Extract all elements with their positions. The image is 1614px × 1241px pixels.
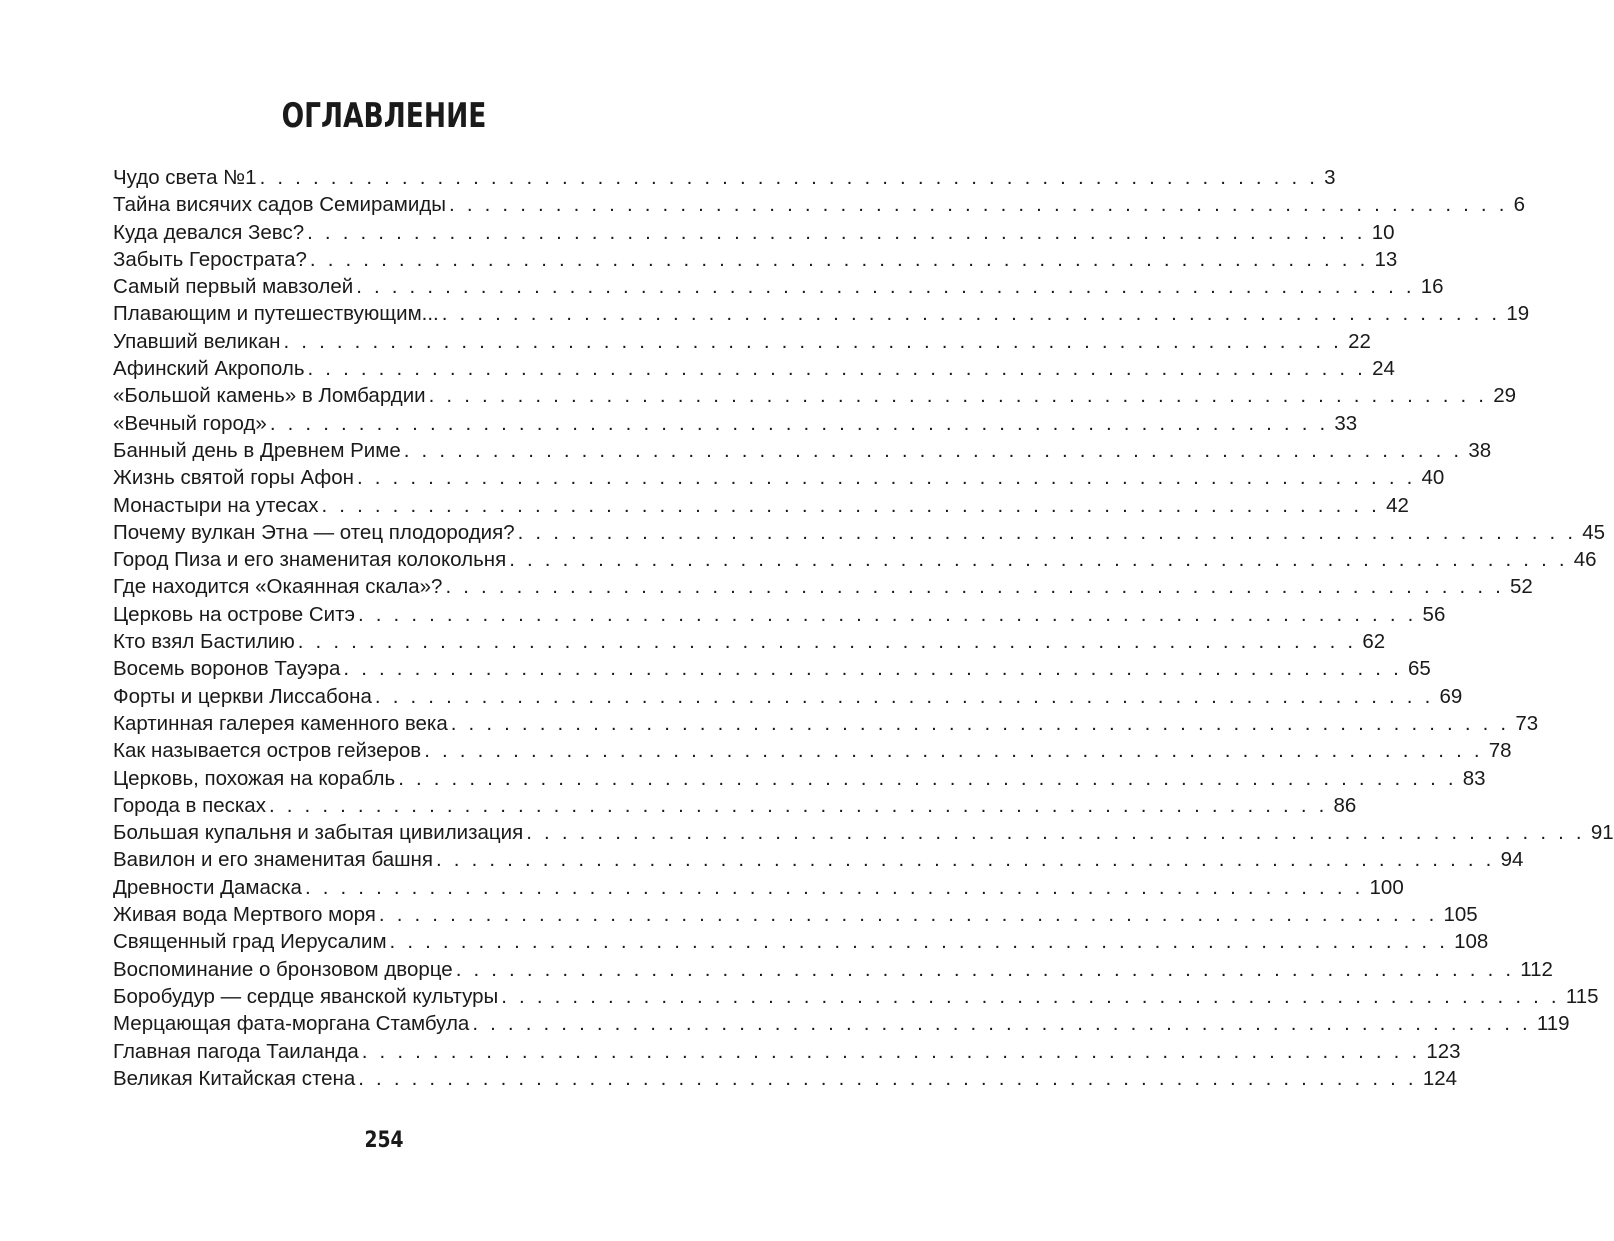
toc-entry-page: 83 xyxy=(1462,766,1486,790)
toc-entry xyxy=(113,901,1478,928)
toc-leader-dots: . . . . . . . . . . . . . . . . . . . . . . . . . . . . . . . . . . . . . . . . . . . . . . . . . . . . . . . . . . . . xyxy=(297,630,1357,654)
toc-entry-page: 42 xyxy=(1386,493,1409,517)
toc-entry-title: Самый первый мавзолей xyxy=(113,275,354,299)
toc-leader-dots: . . . . . . . . . . . . . . . . . . . . . . . . . . . . . . . . . . . . . . . . . . . . . . . . . . . . . . . . . . . . xyxy=(357,602,1417,626)
toc-leader-dots: . . . . . . . . . . . . . . . . . . . . . . . . . . . . . . . . . . . . . . . . . . . . . . . . . . . . . . . . . . . . xyxy=(356,466,1416,490)
toc-leader-dots: . . . . . . . . . . . . . . . . . . . . . . . . . . . . . . . . . . . . . . . . . . . . . . . . . . . . . . . . . . . . xyxy=(269,411,1329,435)
toc-entry xyxy=(113,219,1395,246)
toc-entry xyxy=(113,737,1512,764)
toc-entry-page: 91 xyxy=(1590,821,1614,845)
toc-entry xyxy=(113,191,1526,218)
toc-entry-page: 10 xyxy=(1371,220,1395,244)
toc-entry-page: 65 xyxy=(1408,657,1431,681)
toc-leader-dots: . . . . . . . . . . . . . . . . . . . . . . . . . . . . . . . . . . . . . . . . . . . . . . . . . . . . . . . . . . . . xyxy=(268,793,1328,817)
toc-entry xyxy=(113,573,1533,600)
toc-entry-title: Города в песках xyxy=(113,793,266,817)
toc-leader-dots: . . . . . . . . . . . . . . . . . . . . . . . . . . . . . . . . . . . . . . . . . . . . . . . . . . . . . . . . . . . . xyxy=(472,1012,1531,1036)
toc-entry-title: «Вечный город» xyxy=(113,411,267,435)
toc-entry xyxy=(113,1065,1458,1092)
toc-entry-title: Священный град Иерусалим xyxy=(113,930,387,954)
toc-entry-page: 3 xyxy=(1324,166,1336,189)
toc-entry-title: Монастыри на утесах xyxy=(113,493,319,517)
toc-entry-page: 22 xyxy=(1348,329,1371,353)
page-number: 254 xyxy=(364,1128,404,1153)
toc-entry xyxy=(113,655,1431,682)
toc-entry-title: Чудо света №1 xyxy=(113,166,257,189)
toc-leader-dots: . . . . . . . . . . . . . . . . . . . . . . . . . . . . . . . . . . . . . . . . . . . . . . . . . . . . . . . . . . . . xyxy=(304,875,1364,899)
toc-leader-dots: . . . . . . . . . . . . . . . . . . . . . . . . . . . . . . . . . . . . . . . . . . . . . . . . . . . . . . . . . . . . xyxy=(424,739,1483,763)
toc-entry-page: 29 xyxy=(1493,384,1517,408)
toc-entry-title: Кто взял Бастилию xyxy=(113,630,295,654)
toc-entry-page: 78 xyxy=(1488,739,1512,763)
toc-leader-dots: . . . . . . . . . . . . . . . . . . . . . . . . . . . . . . . . . . . . . . . . . . . . . . . . . . . . . . . . . . . . xyxy=(509,548,1568,572)
toc-leader-dots: . . . . . . . . . . . . . . . . . . . . . . . . . . . . . . . . . . . . . . . . . . . . . . . . . . . . . . . . . . . . xyxy=(374,684,1434,708)
toc-entry-page: 24 xyxy=(1372,357,1395,381)
toc-entry-page: 52 xyxy=(1510,575,1533,599)
toc-leader-dots: . . . . . . . . . . . . . . . . . . . . . . . . . . . . . . . . . . . . . . . . . . . . . . . . . . . . . . . . . . . . xyxy=(526,821,1585,845)
toc-entry-page: 62 xyxy=(1362,630,1386,654)
toc-entry-title: Воспоминание о бронзовом дворце xyxy=(113,957,453,981)
toc-entry xyxy=(113,765,1486,792)
toc-entry-page: 56 xyxy=(1422,602,1446,626)
toc-leader-dots: . . . . . . . . . . . . . . . . . . . . . . . . . . . . . . . . . . . . . . . . . . . . . . . . . . . . . . . . . . . . xyxy=(398,766,1457,790)
toc-entry xyxy=(113,846,1524,873)
toc-entry-title: Церковь на острове Ситэ xyxy=(113,602,355,626)
toc-entry-title: Боробудур — сердце яванской культуры xyxy=(113,984,499,1008)
toc-entry-title: Куда девался Зевс? xyxy=(113,220,305,244)
toc-entry-page: 86 xyxy=(1333,793,1357,817)
toc-leader-dots: . . . . . . . . . . . . . . . . . . . . . . . . . . . . . . . . . . . . . . . . . . . . . . . . . . . . . . . . . . . . xyxy=(321,493,1381,517)
toc-entry xyxy=(113,355,1395,382)
toc-entry xyxy=(113,628,1386,655)
toc-entry xyxy=(113,983,1599,1010)
toc-entry xyxy=(113,492,1409,519)
toc-entry-title: Где находится «Окаянная скала»? xyxy=(113,575,443,599)
toc-leader-dots: . . . . . . . . . . . . . . . . . . . . . . . . . . . . . . . . . . . . . . . . . . . . . . . . . . . . . . . . . . . . xyxy=(378,903,1438,927)
toc-entry-page: 94 xyxy=(1500,848,1524,872)
toc-entry-title: Восемь воронов Тауэра xyxy=(113,657,341,681)
toc-entry-title: Жизнь святой горы Афон xyxy=(113,466,354,490)
toc-entry-page: 38 xyxy=(1468,438,1492,462)
toc-entry-title: Картинная галерея каменного века xyxy=(113,711,448,735)
toc-entry-title: Как называется остров гейзеров xyxy=(113,739,422,763)
toc-entry-title: Великая Китайская стена xyxy=(113,1066,356,1090)
toc-entry-page: 46 xyxy=(1573,548,1597,572)
toc-entry xyxy=(113,1010,1570,1037)
toc-entry-page: 119 xyxy=(1536,1012,1570,1036)
toc-entry-title: Город Пиза и его знаменитая колокольня xyxy=(113,548,507,572)
toc-entry-page: 115 xyxy=(1565,984,1599,1008)
toc-entry-page: 100 xyxy=(1369,875,1404,899)
toc-entry xyxy=(113,956,1553,983)
toc-entry xyxy=(113,382,1517,409)
toc-leader-dots: . . . . . . . . . . . . . . . . . . . . . . . . . . . . . . . . . . . . . . . . . . . . . . . . . . . . . . . . . . . . xyxy=(449,193,1508,217)
toc-entry xyxy=(113,464,1445,491)
toc-entry-title: Плавающим и путешествующим... xyxy=(113,302,439,326)
toc-entry-page: 123 xyxy=(1426,1039,1461,1063)
toc-entry-title: Древности Дамаска xyxy=(113,875,302,899)
toc-leader-dots: . . . . . . . . . . . . . . . . . . . . . . . . . . . . . . . . . . . . . . . . . . . . . . . . . . . . . . . . . . . . xyxy=(501,984,1560,1008)
toc-leader-dots: . . . . . . . . . . . . . . . . . . . . . . . . . . . . . . . . . . . . . . . . . . . . . . . . . . . . . . . . . . . . xyxy=(445,575,1505,599)
toc-leader-dots: . . . . . . . . . . . . . . . . . . . . . . . . . . . . . . . . . . . . . . . . . . . . . . . . . . . . . . . . . . . . xyxy=(356,275,1415,299)
toc-entry-title: Упавший великан xyxy=(113,329,281,353)
toc-entry xyxy=(113,819,1614,846)
toc-leader-dots: . . . . . . . . . . . . . . . . . . . . . . . . . . . . . . . . . . . . . . . . . . . . . . . . . . . . . . . . . . . . xyxy=(441,302,1501,326)
toc-leader-dots: . . . . . . . . . . . . . . . . . . . . . . . . . . . . . . . . . . . . . . . . . . . . . . . . . . . . . . . . . . . . xyxy=(259,166,1319,189)
toc-entry xyxy=(113,792,1357,819)
toc-leader-dots: . . . . . . . . . . . . . . . . . . . . . . . . . . . . . . . . . . . . . . . . . . . . . . . . . . . . . . . . . . . . xyxy=(283,329,1343,353)
toc-entry xyxy=(113,928,1489,955)
toc-entry xyxy=(113,273,1444,300)
toc-leader-dots: . . . . . . . . . . . . . . . . . . . . . . . . . . . . . . . . . . . . . . . . . . . . . . . . . . . . . . . . . . . . xyxy=(389,930,1449,954)
toc-entry-title: Афинский Акрополь xyxy=(113,357,305,381)
toc-leader-dots: . . . . . . . . . . . . . . . . . . . . . . . . . . . . . . . . . . . . . . . . . . . . . . . . . . . . . . . . . . . . xyxy=(358,1066,1417,1090)
toc-entry-title: Вавилон и его знаменитая башня xyxy=(113,848,433,872)
toc-entry-title: «Большой камень» в Ломбардии xyxy=(113,384,426,408)
toc-leader-dots: . . . . . . . . . . . . . . . . . . . . . . . . . . . . . . . . . . . . . . . . . . . . . . . . . . . . . . . . . . . . xyxy=(307,357,1367,381)
toc-entry-title: Форты и церкви Лиссабона xyxy=(113,684,372,708)
toc-entry-title: Почему вулкан Этна — отец плодородия? xyxy=(113,520,515,544)
toc-leader-dots: . . . . . . . . . . . . . . . . . . . . . . . . . . . . . . . . . . . . . . . . . . . . . . . . . . . . . . . . . . . . xyxy=(403,438,1463,462)
toc-entry xyxy=(113,601,1446,628)
toc-entry xyxy=(113,410,1358,437)
toc-entry-page: 6 xyxy=(1513,193,1526,217)
toc-entry xyxy=(113,1038,1461,1065)
table-of-contents xyxy=(113,164,1614,1092)
toc-entry-page: 112 xyxy=(1520,957,1553,981)
toc-leader-dots: . . . . . . . . . . . . . . . . . . . . . . . . . . . . . . . . . . . . . . . . . . . . . . . . . . . . . . . . . . . . xyxy=(455,957,1515,981)
toc-entry xyxy=(113,164,1336,191)
toc-entry-page: 19 xyxy=(1506,302,1530,326)
toc-entry-title: Живая вода Мертвого моря xyxy=(113,903,376,927)
toc-entry-title: Тайна висячих садов Семирамиды xyxy=(113,193,447,217)
toc-entry-page: 108 xyxy=(1454,930,1489,954)
toc-entry xyxy=(113,874,1404,901)
toc-entry-page: 16 xyxy=(1420,275,1444,299)
toc-entry-page: 69 xyxy=(1439,684,1463,708)
toc-entry-title: Банный день в Древнем Риме xyxy=(113,438,401,462)
toc-entry-title: Большая купальня и забытая цивилизация xyxy=(113,821,524,845)
toc-entry xyxy=(113,546,1597,573)
toc-leader-dots: . . . . . . . . . . . . . . . . . . . . . . . . . . . . . . . . . . . . . . . . . . . . . . . . . . . . . . . . . . . . xyxy=(517,520,1577,544)
toc-leader-dots: . . . . . . . . . . . . . . . . . . . . . . . . . . . . . . . . . . . . . . . . . . . . . . . . . . . . . . . . . . . . xyxy=(309,247,1369,271)
toc-entry xyxy=(113,246,1398,273)
toc-leader-dots: . . . . . . . . . . . . . . . . . . . . . . . . . . . . . . . . . . . . . . . . . . . . . . . . . . . . . . . . . . . . xyxy=(361,1039,1421,1063)
toc-entry-title: Главная пагода Таиланда xyxy=(113,1039,359,1063)
toc-leader-dots: . . . . . . . . . . . . . . . . . . . . . . . . . . . . . . . . . . . . . . . . . . . . . . . . . . . . . . . . . . . . xyxy=(435,848,1495,872)
toc-entry xyxy=(113,328,1371,355)
toc-entry xyxy=(113,300,1530,327)
toc-leader-dots: . . . . . . . . . . . . . . . . . . . . . . . . . . . . . . . . . . . . . . . . . . . . . . . . . . . . . . . . . . . . xyxy=(343,657,1402,681)
toc-leader-dots: . . . . . . . . . . . . . . . . . . . . . . . . . . . . . . . . . . . . . . . . . . . . . . . . . . . . . . . . . . . . xyxy=(450,711,1510,735)
toc-entry-page: 45 xyxy=(1582,520,1606,544)
page-title: ОГЛАВЛЕНИЕ xyxy=(281,96,487,136)
toc-entry-page: 13 xyxy=(1374,247,1398,271)
toc-entry-page: 33 xyxy=(1334,411,1358,435)
toc-entry-title: Забыть Герострата? xyxy=(113,247,307,271)
toc-leader-dots: . . . . . . . . . . . . . . . . . . . . . . . . . . . . . . . . . . . . . . . . . . . . . . . . . . . . . . . . . . . . xyxy=(428,384,1488,408)
toc-entry-page: 40 xyxy=(1421,466,1445,490)
toc-leader-dots: . . . . . . . . . . . . . . . . . . . . . . . . . . . . . . . . . . . . . . . . . . . . . . . . . . . . . . . . . . . . xyxy=(307,220,1366,244)
toc-entry-page: 73 xyxy=(1515,711,1539,735)
toc-entry-page: 105 xyxy=(1443,903,1478,927)
toc-entry xyxy=(113,710,1539,737)
toc-entry xyxy=(113,683,1463,710)
toc-entry xyxy=(113,437,1492,464)
toc-entry-title: Мерцающая фата-моргана Стамбула xyxy=(113,1012,470,1036)
toc-entry-page: 124 xyxy=(1422,1066,1458,1090)
toc-entry-title: Церковь, похожая на корабль xyxy=(113,766,396,790)
toc-entry xyxy=(113,519,1606,546)
